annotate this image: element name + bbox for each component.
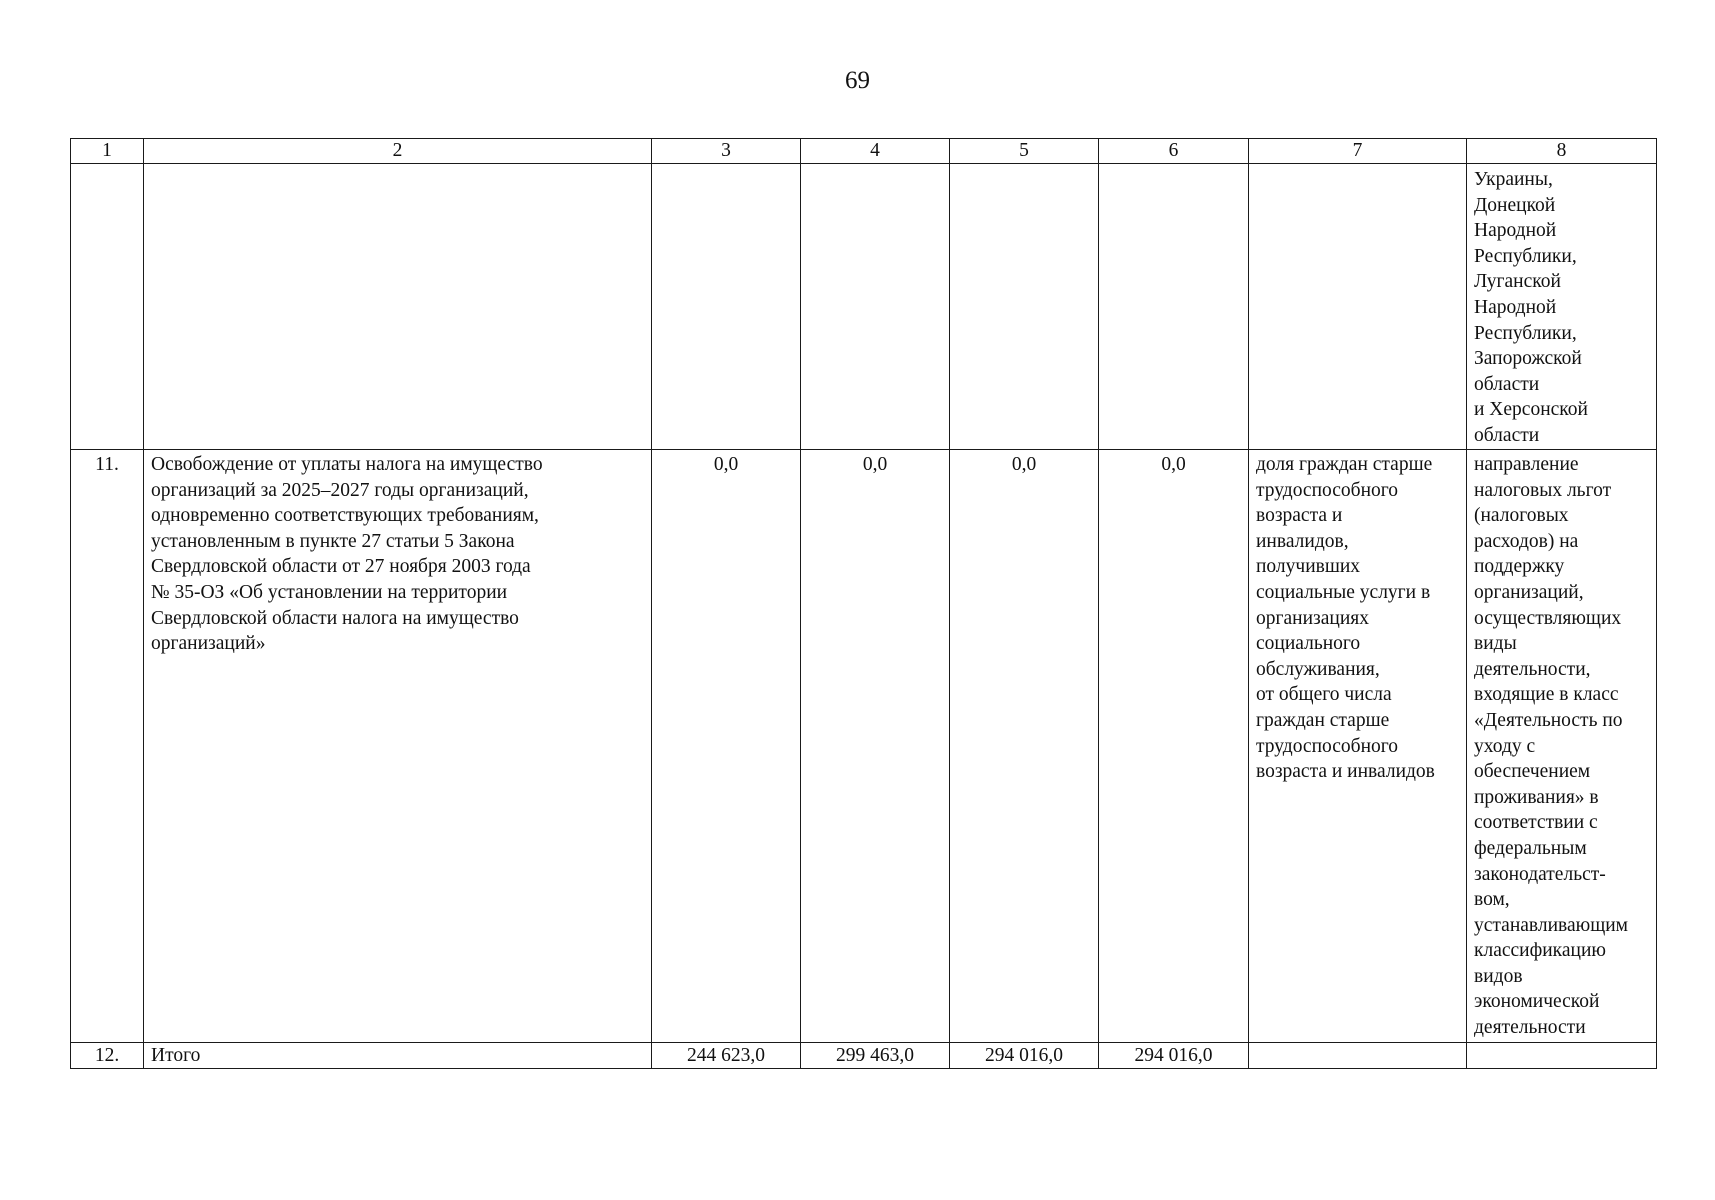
purpose-cell: Украины, Донецкой Народной Республики, Луганской Народной Республики, Запорожской области и Херсонской области (1467, 164, 1657, 450)
column-number: 8 (1467, 139, 1657, 164)
column-number: 7 (1249, 139, 1467, 164)
table-cell (652, 164, 801, 450)
table-cell (144, 164, 652, 450)
value-cell: 0,0 (950, 450, 1099, 1043)
indicator-cell: доля граждан старше трудоспособного возраста и инвалидов, получивших социальные услуги в организациях социального обслуживания, от общего числа граждан старше трудоспособного возраста и инвалидов (1249, 450, 1467, 1043)
table-cell (1249, 164, 1467, 450)
table-cell (71, 164, 144, 450)
continuation-row (71, 164, 1657, 450)
table-row (71, 450, 1657, 1043)
total-value-cell: 244 623,0 (652, 1043, 801, 1069)
row-number: 12. (71, 1043, 144, 1069)
column-number: 5 (950, 139, 1099, 164)
column-number: 6 (1099, 139, 1249, 164)
row-number: 11. (71, 450, 144, 1043)
purpose-cell: направление налоговых льгот (налоговых расходов) на поддержку организаций, осуществляющих виды деятельности, входящие в класс «Деятельность по уходу с обеспечением проживания» в соответствии с федеральным законодательст- вом, устанавливающим классификацию видов экономической деятельности (1467, 450, 1657, 1043)
column-number: 1 (71, 139, 144, 164)
tax-relief-table (70, 138, 1657, 1069)
column-number: 3 (652, 139, 801, 164)
purpose-cell (1467, 1043, 1657, 1069)
value-cell: 0,0 (1099, 450, 1249, 1043)
indicator-cell (1249, 1043, 1467, 1069)
total-row (71, 1043, 1657, 1069)
value-cell: 0,0 (652, 450, 801, 1043)
column-number: 2 (144, 139, 652, 164)
total-value-cell: 299 463,0 (801, 1043, 950, 1069)
table-cell (950, 164, 1099, 450)
description-cell: Итого (144, 1043, 652, 1069)
description-cell: Освобождение от уплаты налога на имущество организаций за 2025–2027 годы организаций, одновременно соответствующих требованиям, установленным в пункте 27 статьи 5 Закона Свердловской области от 27 ноября 2003 года № 35-ОЗ «Об установлении на территории Свердловской области налога на имущество организаций» (144, 450, 652, 1043)
column-number-row (71, 139, 1657, 164)
value-cell: 0,0 (801, 450, 950, 1043)
total-value-cell: 294 016,0 (1099, 1043, 1249, 1069)
column-number: 4 (801, 139, 950, 164)
table-cell (801, 164, 950, 450)
page-number: 69 (845, 67, 870, 94)
table-cell (1099, 164, 1249, 450)
total-value-cell: 294 016,0 (950, 1043, 1099, 1069)
